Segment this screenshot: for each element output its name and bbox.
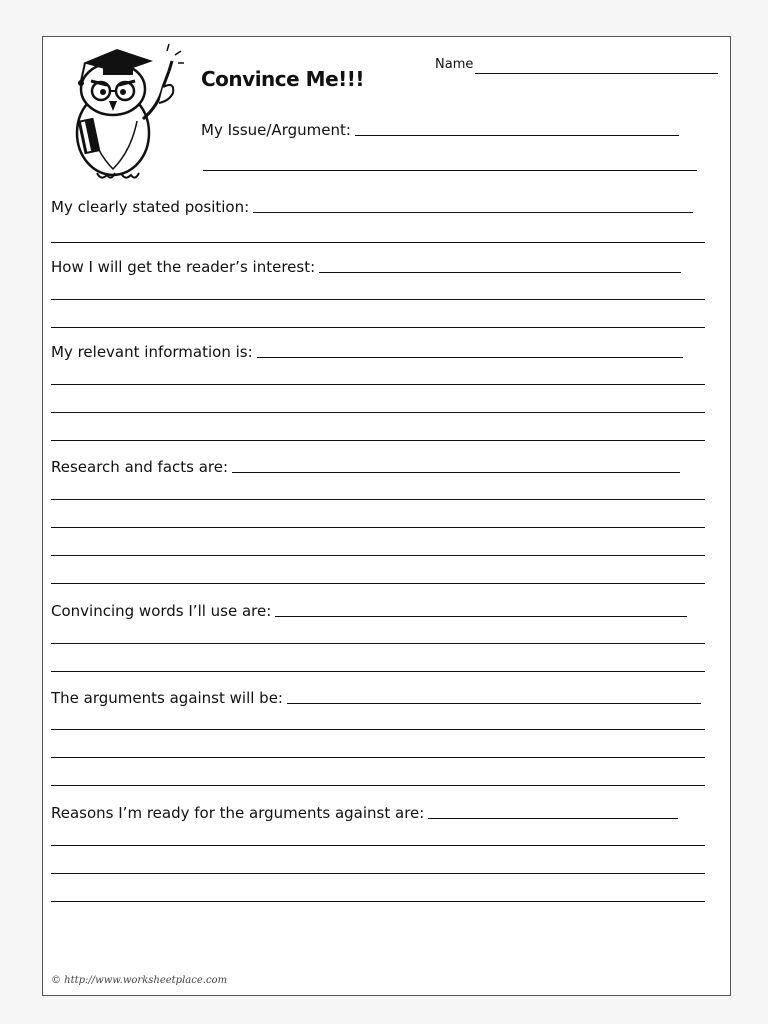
against-answer-line-2[interactable] (51, 729, 705, 730)
relevant-label: My relevant information is: (51, 343, 253, 361)
issue-answer-line[interactable] (355, 135, 679, 136)
relevant-answer-line[interactable] (257, 357, 683, 358)
convincing-answer-line-3[interactable] (51, 671, 705, 672)
footer-url: © http://www.worksheetplace.com (51, 975, 228, 986)
research-answer-line-4[interactable] (51, 555, 705, 556)
interest-answer-line-2[interactable] (51, 299, 705, 300)
name-field-line[interactable] (475, 73, 718, 74)
relevant-answer-line-3[interactable] (51, 412, 705, 413)
position-label: My clearly stated position: (51, 198, 250, 216)
position-prompt (51, 198, 693, 216)
against-answer-line-3[interactable] (51, 757, 705, 758)
research-answer-line-2[interactable] (51, 499, 705, 500)
issue-answer-line-2[interactable] (203, 170, 697, 171)
convincing-answer-line-2[interactable] (51, 643, 705, 644)
reasons-answer-line-4[interactable] (51, 901, 705, 902)
against-prompt (51, 689, 701, 707)
name-label: Name (435, 57, 474, 72)
interest-prompt (51, 258, 681, 276)
interest-answer-line[interactable] (319, 272, 681, 273)
research-label: Research and facts are: (51, 458, 229, 476)
owl-graduate-icon (55, 41, 185, 183)
interest-answer-line-3[interactable] (51, 327, 705, 328)
convincing-prompt (51, 602, 687, 620)
research-answer-line-5[interactable] (51, 583, 705, 584)
against-answer-line[interactable] (287, 703, 701, 704)
position-answer-line-2[interactable] (51, 242, 705, 243)
interest-label: How I will get the reader’s interest: (51, 258, 316, 276)
worksheet-title: Convince Me!!! (201, 67, 364, 91)
relevant-prompt (51, 343, 683, 361)
convincing-answer-line[interactable] (275, 616, 687, 617)
reasons-answer-line-3[interactable] (51, 873, 705, 874)
issue-label: My Issue/Argument: (201, 121, 351, 139)
against-label: The arguments against will be: (51, 689, 283, 707)
relevant-answer-line-4[interactable] (51, 440, 705, 441)
reasons-prompt (51, 804, 678, 822)
relevant-answer-line-2[interactable] (51, 384, 705, 385)
convincing-label: Convincing words I’ll use are: (51, 602, 272, 620)
position-answer-line[interactable] (253, 212, 693, 213)
research-prompt (51, 458, 680, 476)
reasons-label: Reasons I’m ready for the arguments against are: (51, 804, 425, 822)
reasons-answer-line[interactable] (428, 818, 678, 819)
research-answer-line-3[interactable] (51, 527, 705, 528)
research-answer-line[interactable] (232, 472, 680, 473)
against-answer-line-4[interactable] (51, 785, 705, 786)
worksheet-page (42, 36, 731, 996)
issue-prompt (201, 121, 679, 139)
reasons-answer-line-2[interactable] (51, 845, 705, 846)
